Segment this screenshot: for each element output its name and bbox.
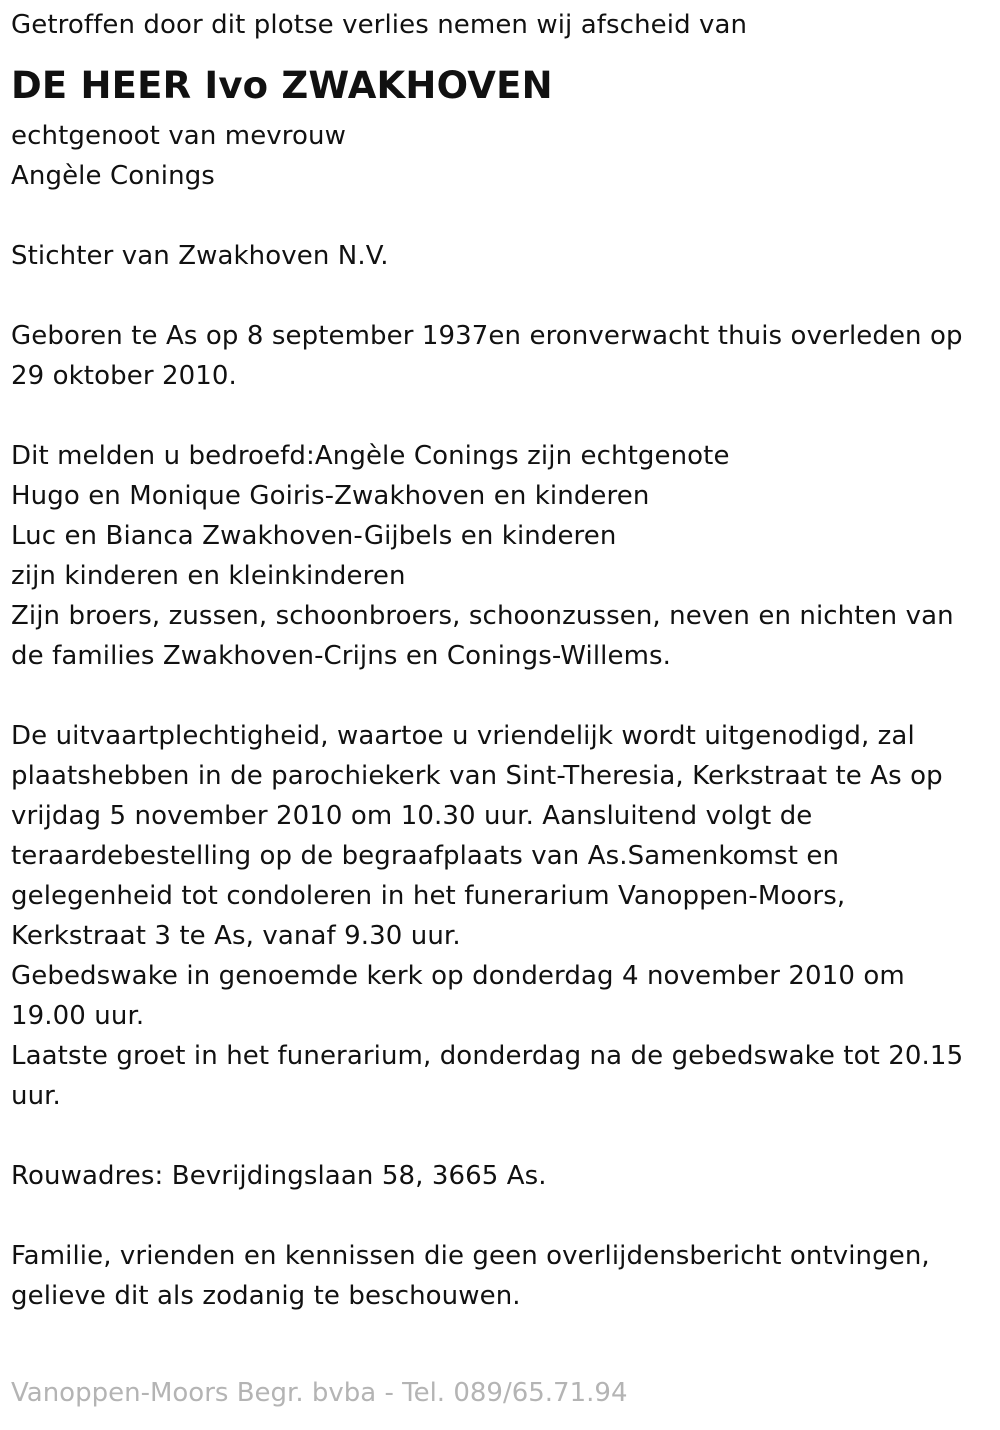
spacer (11, 1116, 986, 1156)
mourner-line: Luc en Bianca Zwakhoven-Gijbels en kinderen (11, 521, 617, 551)
closing-line-2: gelieve dit als zodanig te beschouwen. (11, 1281, 521, 1311)
spacer (11, 1196, 986, 1236)
ceremony-line: Kerkstraat 3 te As, vanaf 9.30 uur. (11, 921, 461, 951)
spacer (11, 196, 986, 236)
ceremony-line: 19.00 uur. (11, 1001, 145, 1031)
closing-line-1: Familie, vrienden en kennissen die geen overlijdensbericht ontvingen, (11, 1241, 930, 1271)
spacer (11, 276, 986, 316)
ceremony-line: Gebedswake in genoemde kerk op donderdag 4 november 2010 om (11, 961, 905, 991)
founder-line: Stichter van Zwakhoven N.V. (11, 241, 389, 271)
ceremony-line: vrijdag 5 november 2010 om 10.30 uur. Aansluitend volgt de (11, 801, 813, 831)
mourner-line: zijn kinderen en kleinkinderen (11, 561, 406, 591)
ceremony-line: gelegenheid tot condoleren in het funerarium Vanoppen-Moors, (11, 881, 846, 911)
spacer (11, 676, 986, 716)
birth-death-line-1: Geboren te As op 8 september 1937en eronverwacht thuis overleden op (11, 321, 963, 351)
birth-death-line-2: 29 oktober 2010. (11, 361, 237, 391)
spouse-line-1: echtgenoot van mevrouw (11, 121, 346, 151)
mourner-line: Zijn broers, zussen, schoonbroers, schoonzussen, neven en nichten van (11, 601, 954, 631)
spouse-line-2: Angèle Conings (11, 161, 215, 191)
deceased-name: DE HEER Ivo ZWAKHOVEN (11, 64, 553, 107)
ceremony-details (11, 716, 986, 1116)
mourner-line: Hugo en Monique Goiris-Zwakhoven en kinderen (11, 481, 650, 511)
ceremony-line: Laatste groet in het funerarium, donderdag na de gebedswake tot 20.15 (11, 1041, 964, 1071)
ceremony-line: De uitvaartplechtigheid, waartoe u vriendelijk wordt uitgenodigd, zal (11, 721, 915, 751)
intro-line: Getroffen door dit plotse verlies nemen wij afscheid van (11, 10, 748, 40)
funeral-home-footer: Vanoppen-Moors Begr. bvba - Tel. 089/65.71.94 (11, 1378, 628, 1408)
spacer (11, 396, 986, 436)
mourner-line: Dit melden u bedroefd:Angèle Conings zijn echtgenote (11, 441, 730, 471)
ceremony-line: teraardebestelling op de begraafplaats van As.Samenkomst en (11, 841, 840, 871)
mourner-line: de families Zwakhoven-Crijns en Conings-Willems. (11, 641, 672, 671)
obituary-notice (11, 5, 986, 1316)
mourners-list (11, 436, 986, 676)
mourning-address: Rouwadres: Bevrijdingslaan 58, 3665 As. (11, 1161, 547, 1191)
ceremony-line: plaatshebben in de parochiekerk van Sint-Theresia, Kerkstraat te As op (11, 761, 943, 791)
ceremony-line: uur. (11, 1081, 61, 1111)
